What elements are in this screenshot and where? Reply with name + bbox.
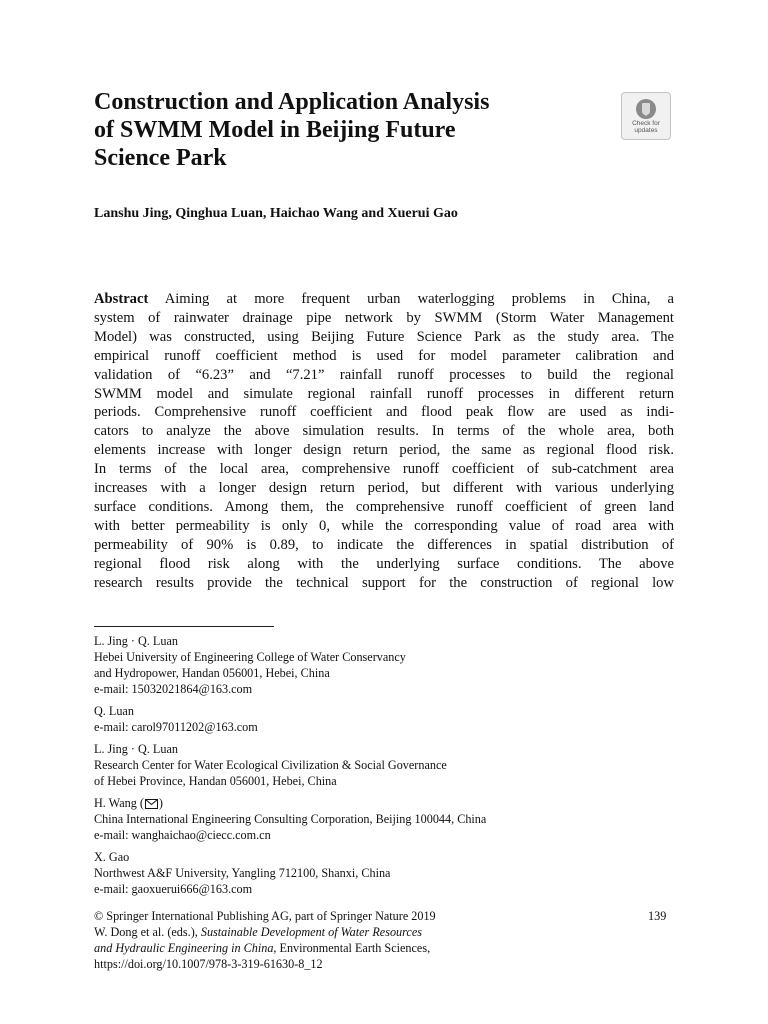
abstract-line: Model) was constructed, using Beijing Future Science Park as the study area. The (94, 328, 674, 345)
affiliation-authors: L. Jing · Q. Luan (94, 634, 178, 648)
title-line: of SWMM Model in Beijing Future (94, 117, 456, 143)
affiliation-block (94, 741, 694, 789)
abstract-line: system of rainwater drainage pipe network by SWMM (Storm Water Management (94, 309, 674, 326)
affiliation-line: Research Center for Water Ecological Civilization & Social Governance (94, 758, 447, 772)
affiliation-authors: X. Gao (94, 850, 130, 864)
affiliation-line: and Hydropower, Handan 056001, Hebei, China (94, 666, 330, 680)
affiliation-authors: L. Jing · Q. Luan (94, 742, 178, 756)
book-line: and Hydraulic Engineering in China, Environmental Earth Sciences, (94, 941, 431, 955)
copyright-line: © Springer International Publishing AG, part of Springer Nature 2019 (94, 909, 436, 923)
affiliation-block (94, 795, 694, 843)
doi-link[interactable]: https://doi.org/10.1007/978-3-319-61630-8_12 (94, 957, 323, 971)
abstract-line: research results provide the technical support for the construction of regional low (94, 574, 674, 591)
abstract-line: increases with a longer design return period, but different with various underlying (94, 480, 674, 497)
abstract-line: SWMM model and simulate regional rainfall runoff processes in different return (94, 385, 674, 402)
book-title: and Hydraulic Engineering in China (94, 941, 274, 955)
affiliation-line: China International Engineering Consulting Corporation, Beijing 100044, China (94, 812, 487, 826)
abstract (94, 290, 674, 593)
affiliation-email[interactable]: e-mail: wanghaichao@ciecc.com.cn (94, 828, 271, 842)
affiliation-authors: H. Wang ( ) (94, 796, 163, 810)
abstract-line: regional flood risk along with the underlying surface conditions. The above (94, 555, 674, 572)
affiliation-line: Northwest A&F University, Yangling 712100, Shanxi, China (94, 866, 391, 880)
affiliation-email[interactable]: e-mail: carol97011202@163.com (94, 720, 258, 734)
affiliation-block (94, 703, 694, 735)
abstract-line: validation of “6.23” and “7.21” rainfall runoff processes to build the regional (94, 366, 674, 383)
check-for-updates-badge[interactable] (621, 92, 671, 140)
title-line: Construction and Application Analysis (94, 89, 490, 115)
affiliation-line: Hebei University of Engineering College of Water Conservancy (94, 650, 406, 664)
abstract-keyword: Abstract (94, 291, 149, 307)
abstract-line: cators to analyze the above simulation results. In terms of the whole area, both (94, 423, 674, 440)
author-list: Lanshu Jing, Qinghua Luan, Haichao Wang and Xuerui Gao (94, 206, 458, 221)
page-number: 139 (648, 909, 667, 923)
title-line: Science Park (94, 145, 227, 171)
check-for-updates-icon (635, 98, 657, 120)
affiliation-email[interactable]: e-mail: 15032021864@163.com (94, 682, 253, 696)
editors-line: W. Dong et al. (eds.), Sustainable Development of Water Resources (94, 925, 422, 939)
envelope-icon (145, 799, 158, 809)
affiliation-block (94, 633, 694, 697)
abstract-line: with better permeability is only 0, while the corresponding value of road area with (94, 517, 674, 534)
abstract-line: Abstract Aiming at more frequent urban waterlogging problems in China, a (94, 291, 675, 307)
badge-label-1: Check for (632, 120, 660, 127)
affiliation-line: of Hebei Province, Handan 056001, Hebei, China (94, 774, 337, 788)
publication-footer (94, 908, 674, 972)
affiliation-authors: Q. Luan (94, 704, 134, 718)
affiliation-block (94, 849, 694, 897)
footnote-divider (94, 626, 274, 627)
abstract-line: permeability of 90% is 0.89, to indicate the differences in spatial distribution of (94, 536, 674, 553)
paper-title (94, 88, 594, 172)
abstract-line: periods. Comprehensive runoff coefficient and flood peak flow are used as indi- (94, 404, 674, 421)
abstract-line: surface conditions. Among them, the comprehensive runoff coefficient of green land (94, 498, 674, 515)
badge-label-2: updates (634, 127, 658, 134)
abstract-line: elements increase with longer design return period, the same as regional flood risk. (94, 442, 674, 459)
affiliation-email[interactable]: e-mail: gaoxuerui666@163.com (94, 882, 253, 896)
abstract-line: In terms of the local area, comprehensive runoff coefficient of sub-catchment area (94, 461, 674, 478)
abstract-line: empirical runoff coefficient method is used for model parameter calibration and (94, 347, 674, 364)
book-title: Sustainable Development of Water Resources (200, 925, 422, 939)
